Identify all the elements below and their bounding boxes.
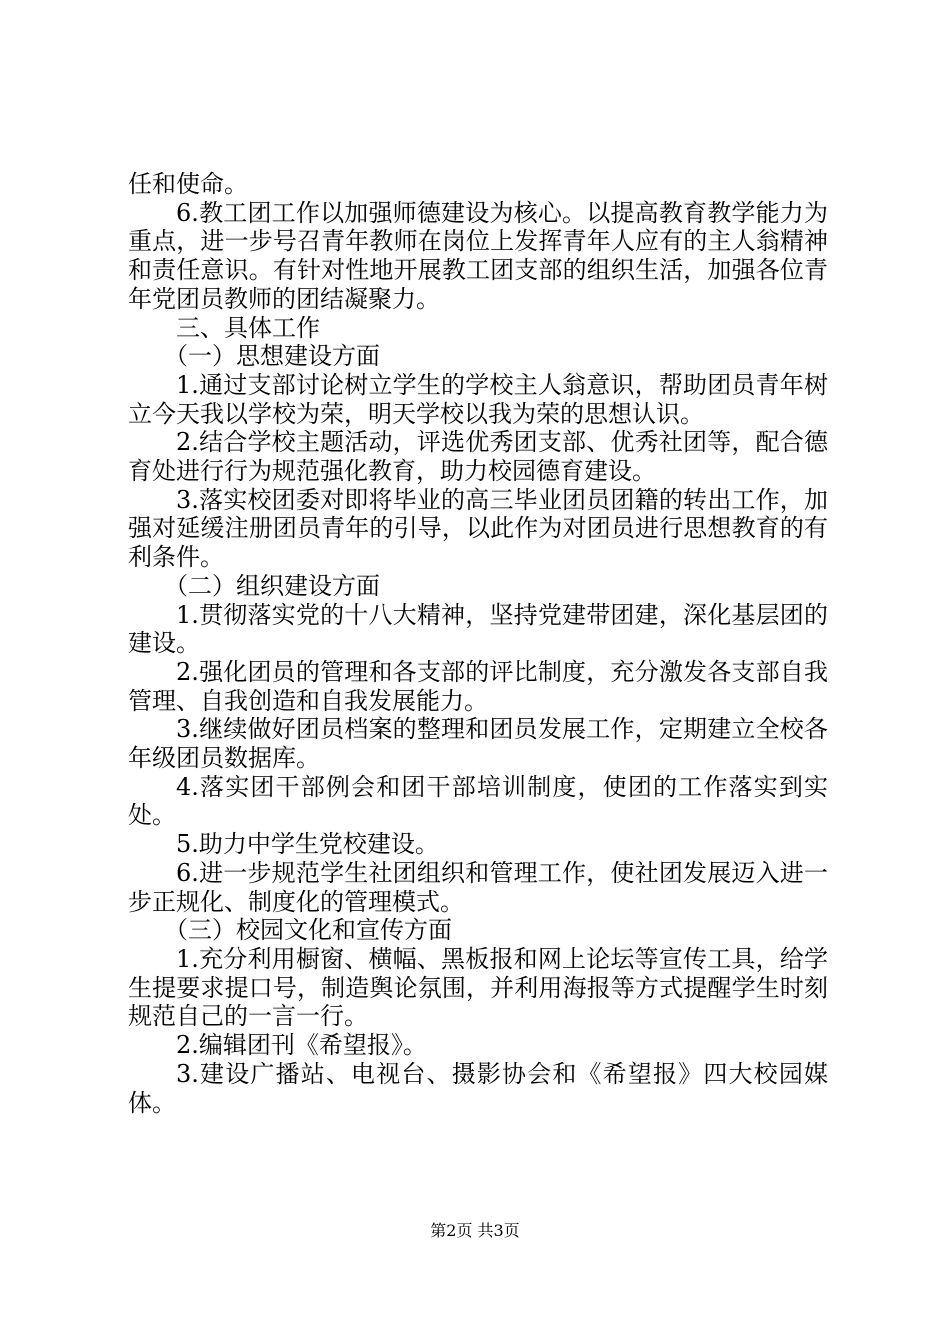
- paragraph: 3.继续做好团员档案的整理和团员发展工作，定期建立全校各年级团员数据库。: [128, 715, 828, 773]
- paragraph: 2.编辑团刊《希望报》。: [176, 1031, 427, 1060]
- subsection-heading: （三）校园文化和宣传方面: [164, 916, 452, 945]
- paragraph: 1.贯彻落实党的十八大精神，坚持党建带团建，深化基层团的建设。: [128, 600, 828, 658]
- paragraph: 4.落实团干部例会和团干部培训制度，使团的工作落实到实处。: [128, 772, 828, 830]
- page-footer: 第2页 共3页: [430, 1221, 520, 1240]
- section-heading: 三、具体工作: [176, 313, 320, 342]
- subsection-heading: （二）组织建设方面: [164, 571, 380, 600]
- paragraph: 2.强化团员的管理和各支部的评比制度，充分激发各支部自我管理、自我创造和自我发展能力。: [128, 657, 828, 715]
- paragraph: 任和使命。: [128, 170, 248, 198]
- paragraph: 1.通过支部讨论树立学生的学校主人翁意识，帮助团员青年树立今天我以学校为荣，明天学校以我为荣的思想认识。: [128, 370, 828, 428]
- paragraph: 6.教工团工作以加强师德建设为核心。以提高教育教学能力为重点，进一步号召青年教师在岗位上发挥青年人应有的主人翁精神和责任意识。有针对性地开展教工团支部的组织生活，加强各位青年党团员教师的团结凝聚力。: [128, 198, 828, 313]
- paragraph: 2.结合学校主题活动，评选优秀团支部、优秀社团等，配合德育处进行行为规范强化教育，助力校园德育建设。: [128, 428, 828, 486]
- subsection-heading: （一）思想建设方面: [164, 342, 380, 371]
- paragraph: 3.建设广播站、电视台、摄影协会和《希望报》四大校园媒体。: [128, 1059, 828, 1117]
- paragraph: 5.助力中学生党校建设。: [176, 830, 439, 859]
- paragraph: 3.落实校团委对即将毕业的高三毕业团员团籍的转出工作，加强对延缓注册团员青年的引导，以此作为对团员进行思想教育的有利条件。: [128, 485, 828, 572]
- paragraph: 6.进一步规范学生社团组织和管理工作，使社团发展迈入进一步正规化、制度化的管理模式。: [128, 858, 828, 916]
- document-body: [128, 170, 828, 1117]
- paragraph: 1.充分利用橱窗、横幅、黑板报和网上论坛等宣传工具，给学生提要求提口号，制造舆论氛围，并利用海报等方式提醒学生时刻规范自己的一言一行。: [128, 944, 828, 1031]
